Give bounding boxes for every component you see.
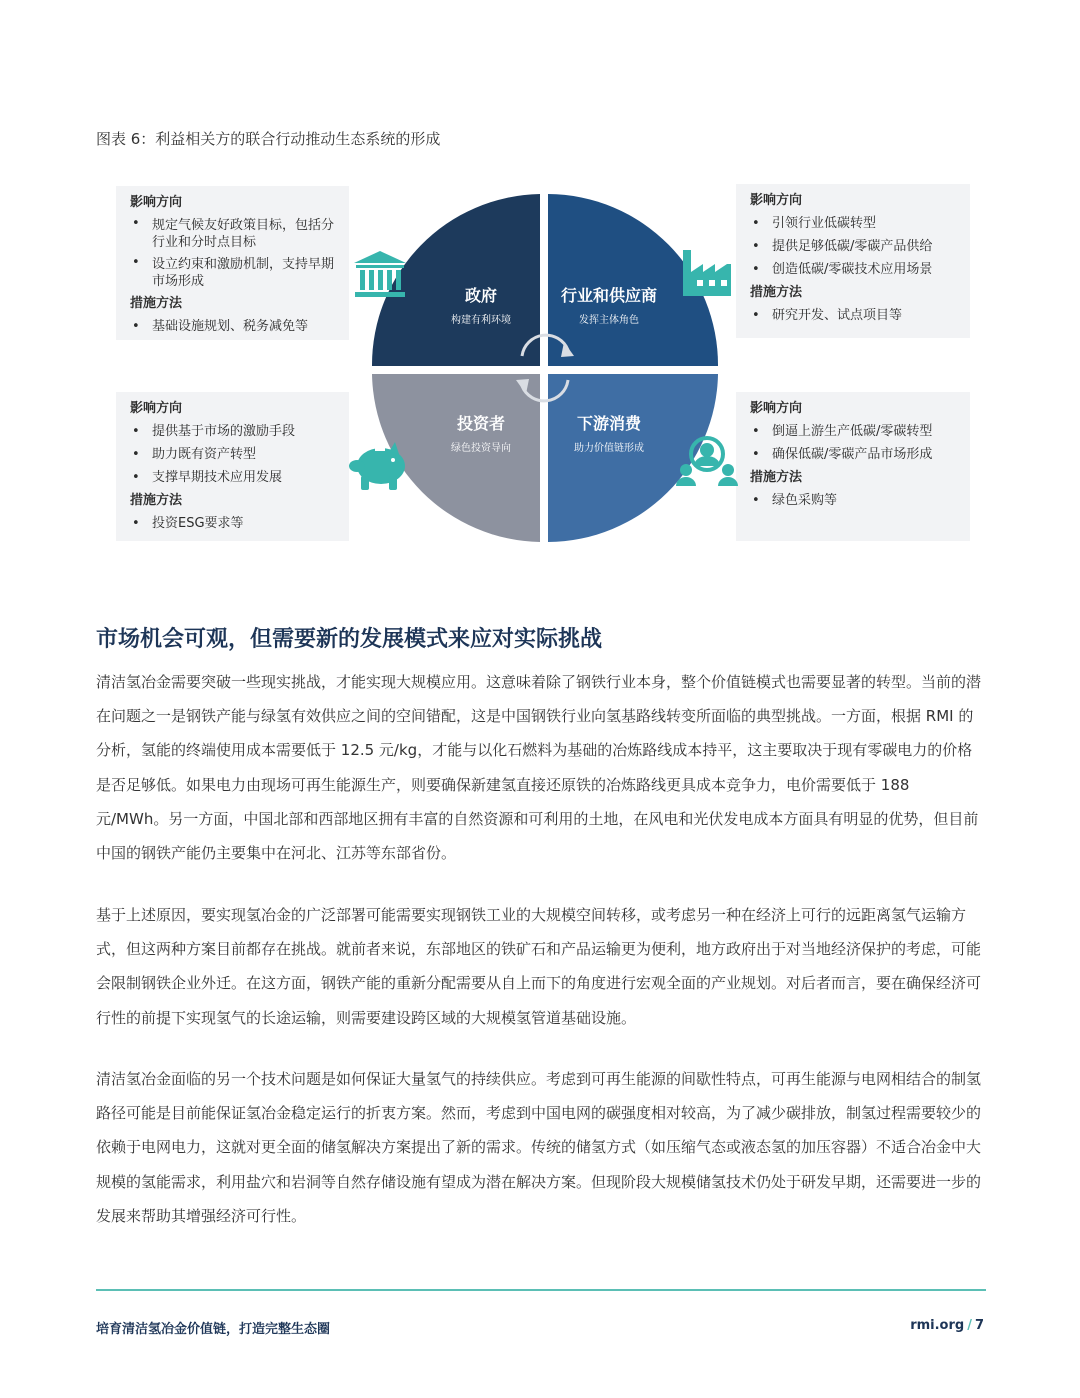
industry-influence-heading: 影响方向 xyxy=(750,193,803,208)
list-item: • 提供基于市场的激励手段 xyxy=(130,421,337,443)
factory-icon xyxy=(679,246,735,300)
investor-influence-list xyxy=(130,421,337,489)
investor-influence-heading: 影响方向 xyxy=(130,401,183,416)
footer-title: 培育清洁氢冶金价值链，打造完整生态圈 xyxy=(96,1322,331,1337)
government-title: 政府 xyxy=(464,286,498,305)
consumer-measures-heading: 措施方法 xyxy=(750,470,803,485)
consumer-group-icon xyxy=(674,432,740,492)
consumer-box xyxy=(736,392,970,541)
list-item: • 确保低碳/零碳产品市场形成 xyxy=(750,444,958,466)
government-influence-list xyxy=(130,215,337,292)
investor-subtitle: 绿色投资导向 xyxy=(451,443,511,454)
stakeholder-circle-diagram xyxy=(368,190,722,546)
consumer-influence-list xyxy=(750,421,958,466)
list-item: • 规定气候友好政策目标，包括分行业和分时点目标 xyxy=(130,215,337,253)
government-box xyxy=(116,186,349,340)
list-item: • 创造低碳/零碳技术应用场景 xyxy=(750,259,958,281)
list-item: • 引领行业低碳转型 xyxy=(750,213,958,235)
footer-site: rmi.org xyxy=(910,1318,965,1333)
industry-subtitle: 发挥主体角色 xyxy=(579,315,639,326)
government-subtitle: 构建有利环境 xyxy=(451,315,511,326)
list-item: • 绿色采购等 xyxy=(750,490,958,512)
industry-influence-list xyxy=(750,213,958,281)
government-measures-list xyxy=(130,316,337,338)
consumer-measures-list xyxy=(750,490,958,512)
industry-title: 行业和供应商 xyxy=(560,286,658,305)
footer-separator: / xyxy=(967,1318,972,1333)
list-item: • 设立约束和激励机制，支持早期市场形成 xyxy=(130,254,337,292)
body-paragraph: 基于上述原因，要实现氢冶金的广泛部署可能需要实现钢铁工业的大规模空间转移，或考虑另一种在经济上可行的远距离氢气运输方式，但这两种方案目前都存在挑战。就前者来说，东部地区的铁矿石和产品运输更为便利，地方政府出于对当地经济保护的考虑，可能会限制钢铁企业外迁。在这方面，钢铁产能的重新分配需要从自上而下的角度进行宏观全面的产业规划。对后者而言，要在确保经济可行性的前提下实现氢气的长途运输，则需要建设跨区域的大规模氢管道基础设施。 xyxy=(96,906,982,1027)
list-item: • 助力既有资产转型 xyxy=(130,444,337,466)
body-paragraph: 清洁氢冶金面临的另一个技术问题是如何保证大量氢气的持续供应。考虑到可再生能源的间歇性特点，可再生能源与电网相结合的制氢路径可能是目前能保证氢冶金稳定运行的折衷方案。然而，考虑到中国电网的碳强度相对较高，为了减少碳排放，制氢过程需要较少的依赖于电网电力，这就对更全面的储氢解决方案提出了新的需求。传统的储氢方式（如压缩气态或液态氢的加压容器）不适合冶金中大规模的氢能需求，利用盐穴和岩洞等自然存储设施有望成为潜在解决方案。但现阶段大规模储氢技术仍处于研发早期，还需要进一步的发展来帮助其增强经济可行性。 xyxy=(96,1070,982,1225)
body-paragraph: 清洁氢冶金需要突破一些现实挑战，才能实现大规模应用。这意味着除了钢铁行业本身，整个价值链模式也需要显著的转型。当前的潜在问题之一是钢铁产能与绿氢有效供应之间的空间错配，这是中国钢铁行业向氢基路线转变所面临的典型挑战。一方面，根据 RMI 的分析，氢能的终端使用成本需要低于 12.5 元/kg，才能与以化石燃料为基础的冶炼路线成本持平，这主要取决于现有零碳电力的价格是否足够低。如果电力由现场可再生能源生产，则要确保新建氢直接还原铁的冶炼路线更具成本竞争力，电价需要低于 188 元/MWh。另一方面，中国北部和西部地区拥有丰富的自然资源和可利用的土地，在风电和光伏发电成本方面具有明显的优势，但目前中国的钢铁产能仍主要集中在河北、江苏等东部省份。 xyxy=(96,673,982,863)
list-item: • 基础设施规划、税务减免等 xyxy=(130,316,337,338)
footer-page-info xyxy=(910,1318,984,1333)
investor-measures-list xyxy=(130,513,337,535)
page-number: 7 xyxy=(974,1318,984,1333)
list-item: • 提供足够低碳/零碳产品供给 xyxy=(750,236,958,258)
list-item: • 投资ESG要求等 xyxy=(130,513,337,535)
industry-box xyxy=(736,184,970,338)
consumer-influence-heading: 影响方向 xyxy=(750,401,803,416)
list-item: • 支撑早期技术应用发展 xyxy=(130,467,337,489)
list-item: • 研究开发、试点项目等 xyxy=(750,305,958,327)
investor-measures-heading: 措施方法 xyxy=(130,493,183,508)
government-measures-heading: 措施方法 xyxy=(130,296,183,311)
industry-measures-list xyxy=(750,305,958,327)
government-influence-heading: 影响方向 xyxy=(130,195,183,210)
industry-measures-heading: 措施方法 xyxy=(750,285,803,300)
section-title: 市场机会可观，但需要新的发展模式来应对实际挑战 xyxy=(96,627,603,652)
consumer-title: 下游消费 xyxy=(576,414,642,433)
investor-box xyxy=(116,392,349,541)
list-item: • 倒逼上游生产低碳/零碳转型 xyxy=(750,421,958,443)
footer-divider xyxy=(96,1289,986,1291)
investor-title: 投资者 xyxy=(456,414,506,433)
figure-caption: 图表 6：利益相关方的联合行动推动生态系统的形成 xyxy=(96,130,441,148)
consumer-subtitle: 助力价值链形成 xyxy=(574,443,644,454)
government-building-icon xyxy=(352,249,408,299)
piggy-bank-icon xyxy=(345,438,413,494)
